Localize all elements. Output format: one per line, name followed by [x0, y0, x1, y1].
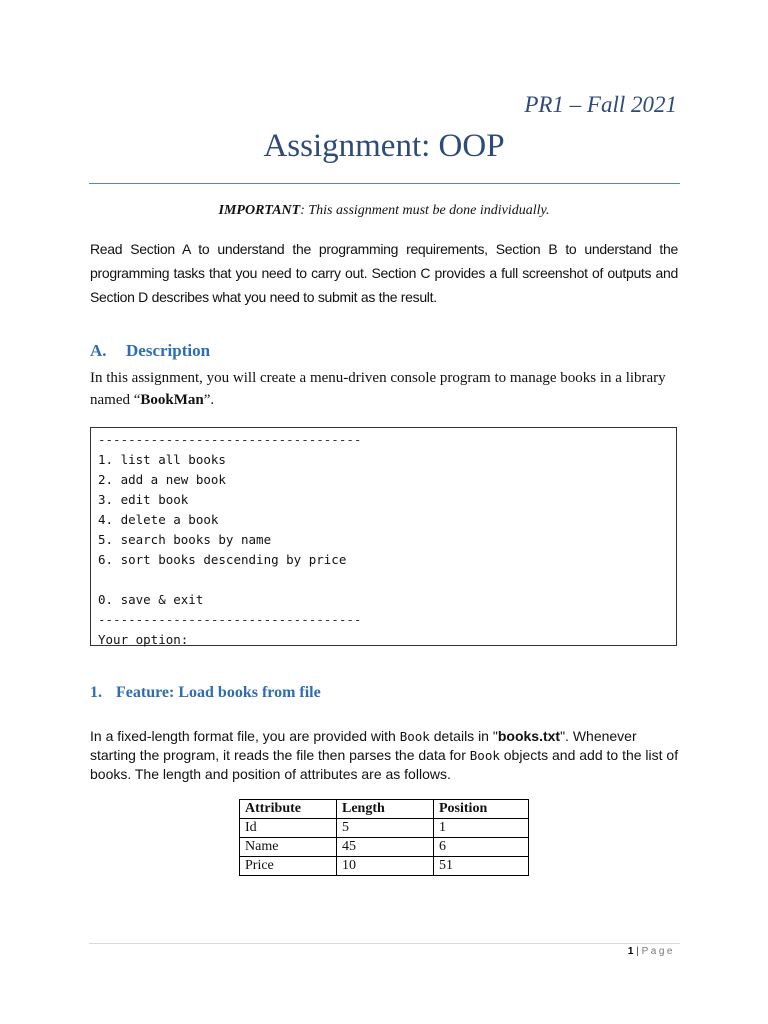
- menu-separator: -----------------------------------: [98, 612, 362, 627]
- table-cell: 51: [434, 857, 529, 876]
- feature-1-heading: [90, 684, 321, 702]
- page-footer: [628, 946, 675, 957]
- menu-blank-line: [98, 570, 676, 590]
- menu-item-delete-book: 4. delete a book: [98, 512, 219, 527]
- table-row: [240, 838, 529, 857]
- description-end: ”.: [203, 392, 215, 408]
- column-header: Attribute: [240, 800, 337, 819]
- table-header-row: [240, 800, 529, 819]
- description-text: In this assignment, you will create a menu-driven console program to manage books in a library named “: [90, 370, 666, 408]
- important-text: : This assignment must be done individually.: [300, 203, 550, 218]
- column-header: Position: [434, 800, 529, 819]
- file-name: books.txt: [497, 728, 561, 744]
- section-a-title: Description: [126, 341, 211, 360]
- important-notice: [0, 203, 768, 219]
- feature-text-part: ". Whenever starting the program, it reads the file then parses the data for: [90, 728, 637, 763]
- table-cell: 45: [337, 838, 434, 857]
- intro-paragraph: Read Section A to understand the programming requirements, Section B to understand the programming tasks that you need to carry out. Section C provides a full screenshot of outputs and Section D describes what you need to submit as the result.: [90, 241, 678, 305]
- menu-item-list-books: 1. list all books: [98, 452, 226, 467]
- app-name: BookMan: [140, 392, 204, 408]
- column-header: Length: [337, 800, 434, 819]
- feature-text-part: objects and add to the list of books. The length and position of attributes are as follows.: [90, 747, 679, 782]
- table-cell: 10: [337, 857, 434, 876]
- attributes-table: [239, 799, 529, 876]
- feature-1-paragraph: [90, 727, 680, 784]
- table-cell: Name: [240, 838, 337, 857]
- table-cell: Price: [240, 857, 337, 876]
- table-row: [240, 857, 529, 876]
- console-menu-box: [90, 427, 677, 646]
- page-title: Assignment: OOP: [263, 128, 505, 164]
- page-number: 1: [627, 946, 634, 957]
- code-book: Book: [469, 748, 500, 763]
- description-paragraph: [90, 367, 680, 411]
- feature-text-part: details in ": [429, 728, 498, 744]
- footer-separator: |: [633, 946, 642, 957]
- menu-prompt: Your option:: [98, 632, 189, 647]
- menu-item-search-books: 5. search books by name: [98, 532, 272, 547]
- menu-item-sort-books: 6. sort books descending by price: [98, 552, 347, 567]
- page-word: Page: [641, 946, 675, 957]
- title-divider: [89, 183, 680, 184]
- footer-divider: [89, 943, 680, 944]
- table-cell: 5: [337, 819, 434, 838]
- important-label: IMPORTANT: [218, 203, 301, 218]
- section-a-number: A.: [90, 341, 107, 360]
- menu-item-add-book: 2. add a new book: [98, 472, 226, 487]
- menu-item-edit-book: 3. edit book: [98, 492, 189, 507]
- code-book: Book: [399, 729, 430, 744]
- feature-text-part: In a fixed-length format file, you are provided with: [90, 728, 400, 744]
- menu-item-save-exit: 0. save & exit: [98, 592, 204, 607]
- feature-1-title: Feature: Load books from file: [116, 684, 321, 701]
- section-a-heading: [90, 341, 210, 361]
- feature-1-number: 1.: [90, 684, 102, 701]
- course-label: PR1 – Fall 2021: [524, 92, 677, 117]
- table-cell: 6: [434, 838, 529, 857]
- table-cell: 1: [434, 819, 529, 838]
- table-row: [240, 819, 529, 838]
- menu-separator: -----------------------------------: [98, 432, 362, 447]
- table-cell: Id: [240, 819, 337, 838]
